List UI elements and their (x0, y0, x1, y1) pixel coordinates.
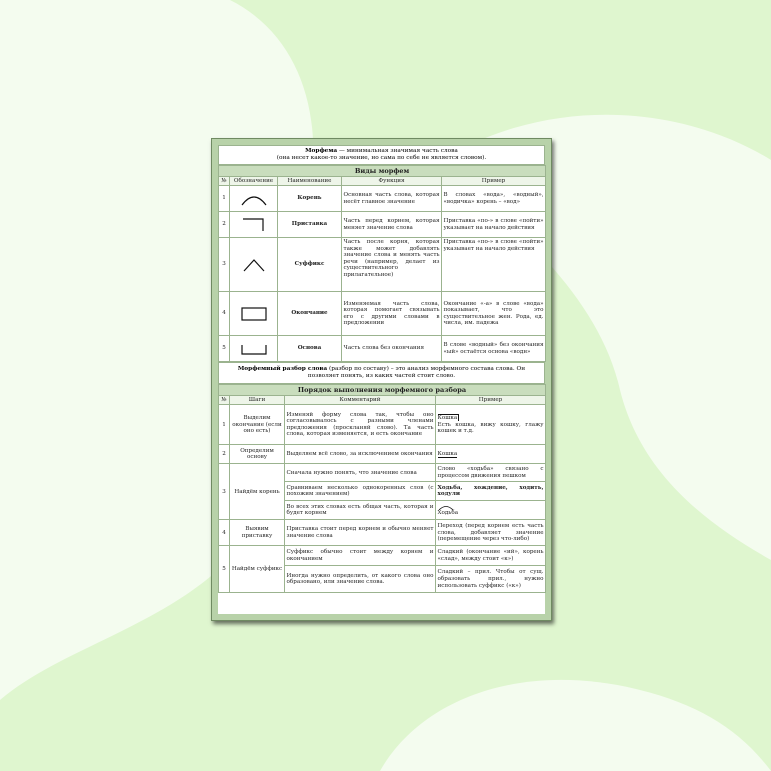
header-example: Пример (442, 177, 546, 186)
morpheme-term: Морфема (305, 148, 338, 154)
ending-box-icon (239, 306, 269, 322)
stem-bracket-icon (239, 342, 269, 356)
table-row: 4 Выявим приставку Приставка стоит перед корнем и обычно меняет значение слова Переход (перед корнем есть часть слова, добавляет значение (перемещение через что-либо) (219, 520, 546, 546)
parsing-definition-text: (разбор по составу) – это анализ морфемного состава слова. Он позволяет понять, из каких частей стоит слово. (307, 366, 526, 380)
parsing-order-title: Порядок выполнения морфемного разбора (219, 385, 546, 396)
morpheme-types-table (218, 165, 546, 362)
parsing-order-header (219, 396, 546, 405)
table-row: 3 Найдём корень Сначала нужно понять, что значение слова Слово «ходьба» связано с процессом движения пешком (219, 464, 546, 482)
table-row: Во всех этих словах есть общая часть, которая и будет корнем Ходьба (219, 501, 546, 520)
table-row: 5 Основа Часть слова без окончания В слове «водный» без окончания «ый» остаётся основа «водн» (219, 336, 546, 362)
example-stem-word: Кошка (437, 451, 458, 458)
header-function: Функция (342, 177, 442, 186)
table-row: 1 Корень Основная часть слова, которая несёт главное значение В словах «вода», «водный», «водичка» корень – «вод» (219, 186, 546, 212)
example-root-word: Ходьба (437, 509, 459, 516)
example-word-kosh-ka: Кошка (437, 414, 458, 421)
table-row: 2 Определим основу Выделяем всё слово, за исключением окончания Кошка (219, 445, 546, 464)
header-num: № (219, 177, 230, 186)
morpheme-definition-text: — минимальная значимая часть слова (337, 148, 458, 154)
table-row: 5 Найдём суффикс Суффикс обычно стоит между корнем и окончанием Сладкий (окончание «ий», корень «слад», между стоит «к») (219, 546, 546, 566)
parsing-definition (218, 362, 545, 384)
prefix-corner-icon (239, 217, 269, 233)
morpheme-types-title: Виды морфем (219, 166, 546, 177)
header-num: № (219, 396, 230, 405)
root-arc-icon (239, 192, 269, 206)
table-row: 4 Окончание Изменяемая часть слова, которая помогает связывать его с другими словами в предложении Окончание «-а» в слове «вода» показывает, что это существительное жен. Рода, ед. числа, им. падежа (219, 292, 546, 336)
morpheme-note: (она несет какое-то значение, но сама по себе не является словом). (276, 155, 487, 161)
suffix-caret-icon (239, 257, 269, 273)
morpheme-definition (218, 145, 545, 165)
parsing-order-table (218, 384, 546, 593)
table-row: Иногда нужно определить, от какого слова оно образовано, или значение слова. Сладкий – прил. Чтобы от сущ. образовать прил., нужно использовать суффикс («к») (219, 566, 546, 593)
table-row: 3 Суффикс Часть после корня, которая также может добавлять значение слова и менять часть речи (например, делает из существительного прилагательное) Приставка «по-» в слове «пойти» указывает на начало действия (219, 238, 546, 292)
table-row: 2 Приставка Часть перед корнем, которая меняет значение слова Приставка «по-» в слове «пойти» указывает на начало действия (219, 212, 546, 238)
header-comment: Комментарий (285, 396, 436, 405)
example-text: Есть кошка, вижу кошку, глажу кошек и т.д. (437, 421, 544, 435)
table-row: Сравниваем несколько однокоренных слов (с похожим значением) Ходьба, хождение, ходить, ходули (219, 482, 546, 501)
document-sheet (211, 138, 552, 621)
header-steps: Шаги (230, 396, 285, 405)
header-example: Пример (436, 396, 546, 405)
header-name: Наименование (278, 177, 342, 186)
header-symbol: Обозначение (230, 177, 278, 186)
table-row: 1 Выделим окончание (если оно есть) Изменяй форму слова так, чтобы оно согласовывалось с разными членами предложения (проскланяй слово). Та часть слова, которая изменяется, и есть окончание Кошка Есть кошка, вижу кошку, глажу кошек и т.д. (219, 405, 546, 445)
parsing-term: Морфемный разбор слова (237, 366, 328, 373)
document-page (218, 145, 545, 614)
morpheme-types-header (219, 177, 546, 186)
